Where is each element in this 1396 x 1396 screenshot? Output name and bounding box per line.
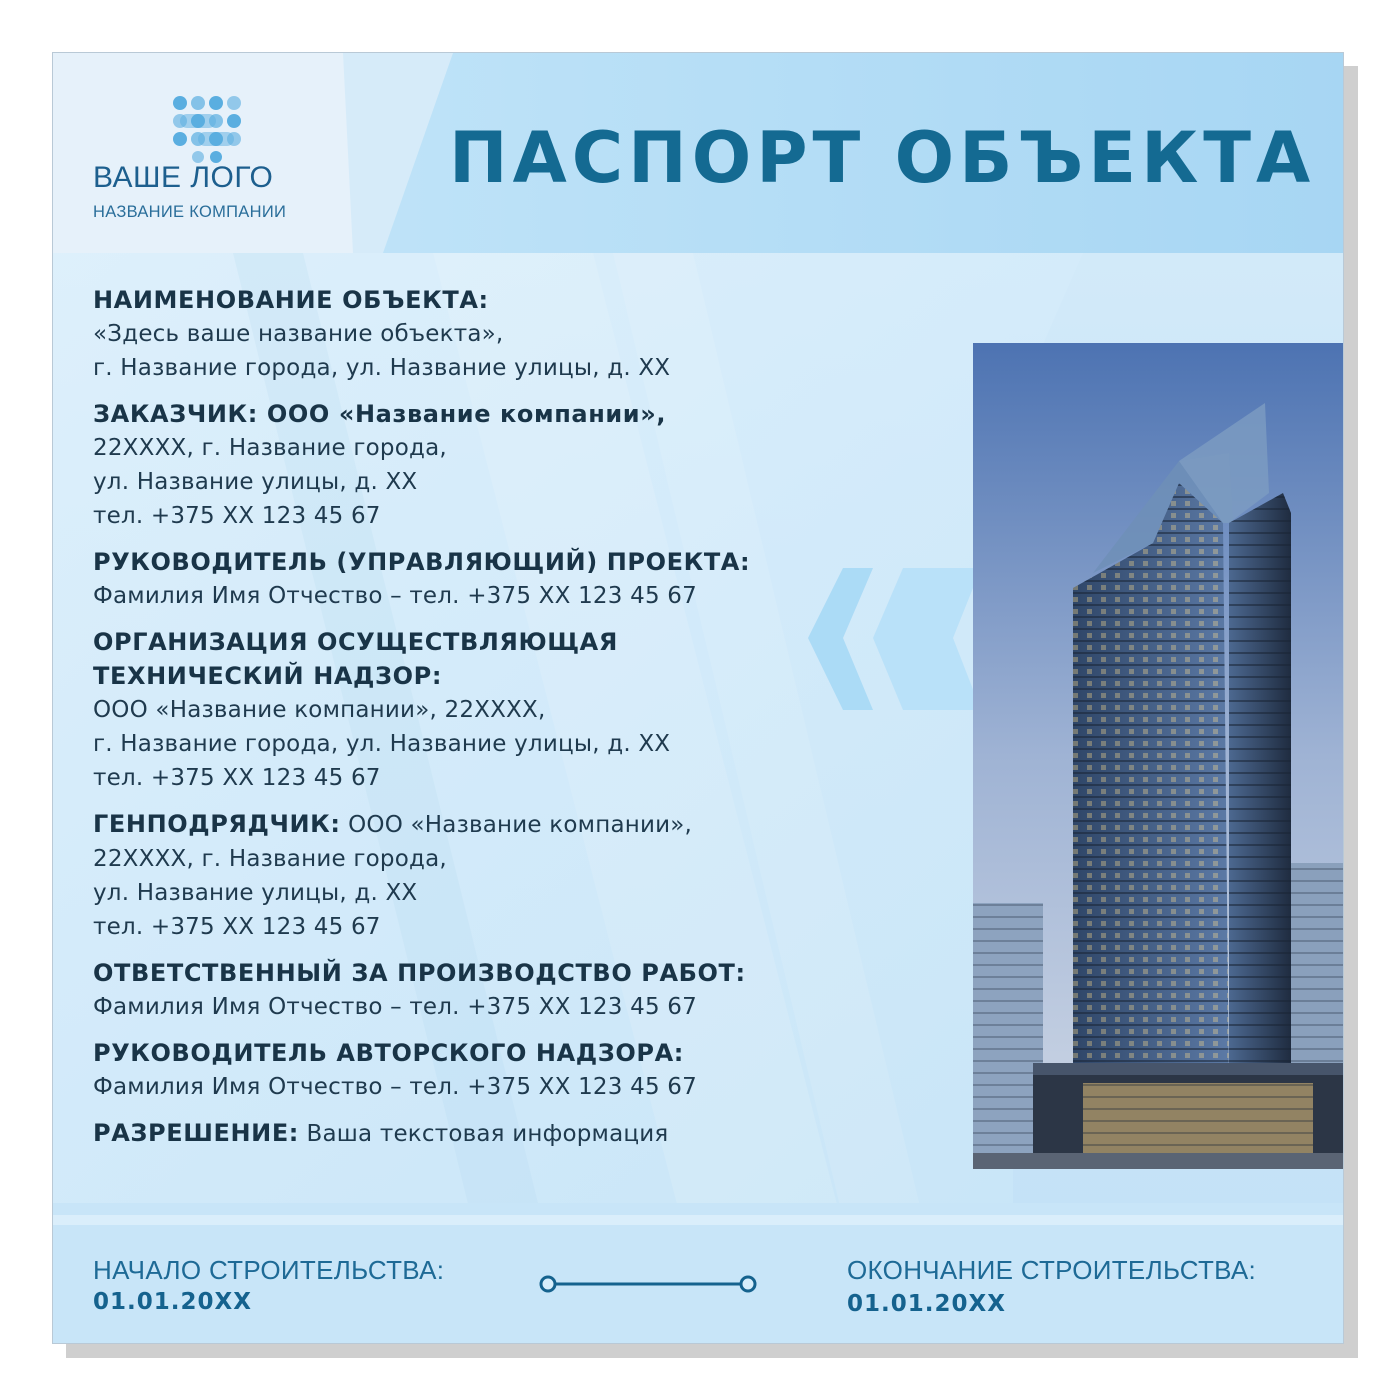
section-title: РУКОВОДИТЕЛЬ (УПРАВЛЯЮЩИЙ) ПРОЕКТА: xyxy=(93,548,751,576)
section-title: НАИМЕНОВАНИЕ ОБЪЕКТА: xyxy=(93,286,489,314)
section-line: Фамилия Имя Отчество – тел. +375 XX 123 45 67 xyxy=(93,583,697,609)
start-label: НАЧАЛО СТРОИТЕЛЬСТВА: xyxy=(93,1255,445,1285)
section-line: Фамилия Имя Отчество – тел. +375 XX 123 45 67 xyxy=(93,1074,697,1100)
building-photo xyxy=(973,343,1344,1169)
timeline-connector xyxy=(537,1273,759,1295)
section-title: ЗАКАЗЧИК: ООО «Название компании», xyxy=(93,400,667,428)
section-line: ул. Название улицы, д. XX xyxy=(93,880,418,906)
section-line: тел. +375 XX 123 45 67 xyxy=(93,503,381,529)
end-label: ОКОНЧАНИЕ СТРОИТЕЛЬСТВА: xyxy=(847,1255,1257,1285)
logo-subtitle: НАЗВАНИЕ КОМПАНИИ xyxy=(93,203,287,221)
section-title: ГЕНПОДРЯДЧИК: xyxy=(93,810,341,838)
section-line: г. Название города, ул. Название улицы, д. XX xyxy=(93,355,671,381)
section-title-value: ООО «Название компании», xyxy=(340,812,693,838)
section-permit xyxy=(93,1116,853,1151)
section-customer xyxy=(93,397,853,533)
section-title: РУКОВОДИТЕЛЬ АВТОРСКОГО НАДЗОРА: xyxy=(93,1039,684,1067)
section-contractor xyxy=(93,807,853,944)
page-title: ПАСПОРТ ОБЪЕКТА xyxy=(449,117,1316,199)
section-author xyxy=(93,1036,853,1104)
logo-title: ВАШЕ ЛОГО xyxy=(93,161,274,194)
section-title: ОРГАНИЗАЦИЯ ОСУЩЕСТВЛЯЮЩАЯ xyxy=(93,628,618,656)
section-object xyxy=(93,283,853,385)
passport-board xyxy=(52,52,1344,1344)
section-title-row xyxy=(93,1116,853,1151)
section-line: ООО «Название компании», 22XXXX, xyxy=(93,697,546,723)
section-title-row xyxy=(93,807,853,842)
section-responsible xyxy=(93,956,853,1024)
section-title: РАЗРЕШЕНИЕ: xyxy=(93,1119,300,1147)
section-title: ТЕХНИЧЕСКИЙ НАДЗОР: xyxy=(93,662,443,690)
start-date: 01.01.20XX xyxy=(93,1289,252,1315)
company-logo xyxy=(93,93,333,233)
section-line: тел. +375 XX 123 45 67 xyxy=(93,765,381,791)
section-supervision xyxy=(93,625,853,795)
section-line: г. Название города, ул. Название улицы, д. XX xyxy=(93,731,671,757)
info-sections xyxy=(93,283,853,1163)
section-line: тел. +375 XX 123 45 67 xyxy=(93,914,381,940)
section-line: Фамилия Имя Отчество – тел. +375 XX 123 45 67 xyxy=(93,994,697,1020)
section-line: ул. Название улицы, д. XX xyxy=(93,469,418,495)
section-line: 22XXXX, г. Название города, xyxy=(93,435,447,461)
section-line: «Здесь ваше название объекта», xyxy=(93,321,504,347)
section-manager xyxy=(93,545,853,613)
dots-grid-icon xyxy=(168,93,248,165)
end-date: 01.01.20XX xyxy=(847,1291,1006,1317)
section-line: 22XXXX, г. Название города, xyxy=(93,846,447,872)
section-value: Ваша текстовая информация xyxy=(299,1121,669,1147)
section-title: ОТВЕТСТВЕННЫЙ ЗА ПРОИЗВОДСТВО РАБОТ: xyxy=(93,959,746,987)
